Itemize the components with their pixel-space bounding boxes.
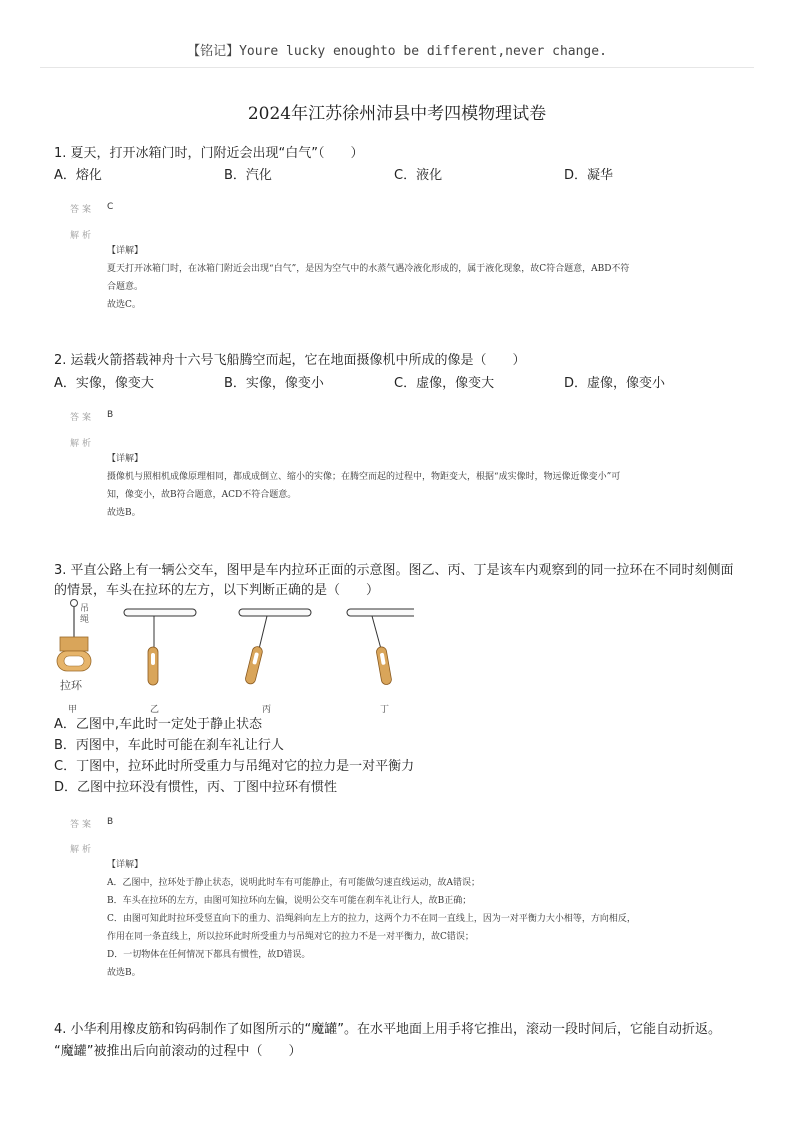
q1-answer-value: C [107,202,114,212]
q2-detail-tag: 【详解】 [107,454,144,464]
q2-detail-line: 摄像机与照相机成像原理相同，都成成倒立、缩小的实像；在腾空而起的过程中，物距变大，根据“成实像时，物远像近像变小”可 [107,472,621,482]
q1-analysis-label: 解析 [70,231,95,241]
q2-analysis-label: 解析 [70,439,95,449]
ring-yi-icon [148,647,158,685]
bar-bing [239,609,311,616]
caption-jia: 甲 [68,705,78,715]
q3-analysis-label: 解析 [70,845,95,855]
q1-option-d: D．凝华 [564,168,614,183]
rope-ding [372,616,381,649]
question-4-stem-line1: 4. 小华利用橡皮筋和钩码制作了如图所示的“魔罐”。在水平地面上用手将它推出，滚动一段时间后，它能自动折返。 [54,1022,722,1037]
q3-option-b: B．丙图中，车此时可能在刹车礼让行人 [54,738,284,753]
q3-answer-label: 答案 [70,820,95,830]
ring-yi-hole [151,653,155,665]
q2-answer-label: 答案 [70,413,95,423]
rope-bing [259,616,267,649]
q3-figure [54,597,414,717]
q2-detail [107,450,722,522]
q3-detail-line: C．由图可知此时拉环受竖直向下的重力、沿绳斜向左上方的拉力，这两个力不在同一直线上，因为一对平衡力大小相等，方向相反， [107,914,636,924]
ring-strap [60,637,88,651]
q3-option-c: C．丁图中，拉环此时所受重力与吊绳对它的拉力是一对平衡力 [54,759,415,774]
q2-option-b: B．实像，像变小 [224,376,324,391]
q1-detail-line: 夏天打开冰箱门时，在冰箱门附近会出现“白气”，是因为空气中的水蒸气遇冷液化形成的，属于液化现象，故C符合题意，ABD不符 [107,264,630,274]
q3-option-d: D．乙图中拉环没有惯性，丙、丁图中拉环有惯性 [54,780,338,795]
q2-option-c: C．虚像，像变大 [394,376,495,391]
q3-detail-line: B．车头在拉环的左方，由图可知拉环向左偏，说明公交车可能在刹车礼让行人，故B正确； [107,896,472,906]
q2-option-a: A．实像，像变大 [54,376,154,391]
ring-ding-icon [376,646,392,685]
q1-option-a: A．熔化 [54,168,102,183]
q2-answer-value: B [107,410,114,420]
bar-ding [347,609,414,616]
page-title: 2024年江苏徐州沛县中考四模物理试卷 [247,104,547,124]
question-2-options [54,372,744,393]
q3-detail-line: A．乙图中，拉环处于静止状态，说明此时车有可能静止，有可能做匀速直线运动，故A错误； [107,878,481,888]
header-divider [40,67,754,68]
q3-option-a: A．乙图中,车此时一定处于静止状态 [54,717,263,732]
question-3-stem-line1: 3. 平直公路上有一辆公交车，图甲是车内拉环正面的示意图。图乙、丙、丁是该车内观察到的同一拉环在不同时刻侧面 [54,563,734,578]
question-3-stem-line2: 的情景，车头在拉环的左方，以下判断正确的是（ ） [54,583,380,598]
q3-detail [107,856,722,982]
rope-label [80,603,89,625]
ring-hole [64,656,84,666]
q1-detail-line: 合题意。 [107,282,144,292]
q1-answer-label: 答案 [70,205,95,215]
q2-detail-line: 故选B。 [107,508,141,518]
question-1-stem: 1. 夏天，打开冰箱门时，门附近会出现“白气”（ ） [54,146,364,161]
q3-detail-line: 作用在同一条直线上，所以拉环此时所受重力与吊绳对它的拉力不是一对平衡力，故C错误； [107,932,474,942]
q1-detail-tag: 【详解】 [107,246,144,256]
ring-bing-icon [244,646,263,685]
q3-detail-tag: 【详解】 [107,860,144,870]
q2-detail-line: 知，像变小，故B符合题意，ACD不符合题意。 [107,490,297,500]
caption-yi: 乙 [150,705,160,715]
q3-answer-value: B [107,817,114,827]
question-2-stem: 2. 运载火箭搭载神舟十六号飞船腾空而起，它在地面摄像机中所成的像是（ ） [54,353,526,368]
q1-detail [107,242,722,314]
q3-detail-line: D．一切物体在任何情况下都具有惯性，故D错误。 [107,950,311,960]
q1-option-b: B．汽化 [224,168,272,183]
question-3-options [54,714,414,798]
caption-ding: 丁 [380,705,390,715]
q2-option-d: D．虚像，像变小 [564,376,666,391]
bar-yi [124,609,196,616]
q1-detail-line: 故选C。 [107,300,141,310]
question-1-options [54,164,744,185]
ring-label: 拉环 [60,679,82,692]
rope-anchor-icon [71,600,78,607]
motto-banner: 【铭记】Youre lucky enoughto be different,never change. [187,44,607,59]
rope-label-char: 吊 [80,604,90,614]
q3-detail-line: 故选B。 [107,968,141,978]
q1-option-c: C．液化 [394,168,443,183]
caption-bing: 丙 [262,705,272,715]
question-4-stem-line2: “魔罐”被推出后向前滚动的过程中（ ） [54,1044,302,1059]
rope-label-char: 绳 [80,615,90,625]
